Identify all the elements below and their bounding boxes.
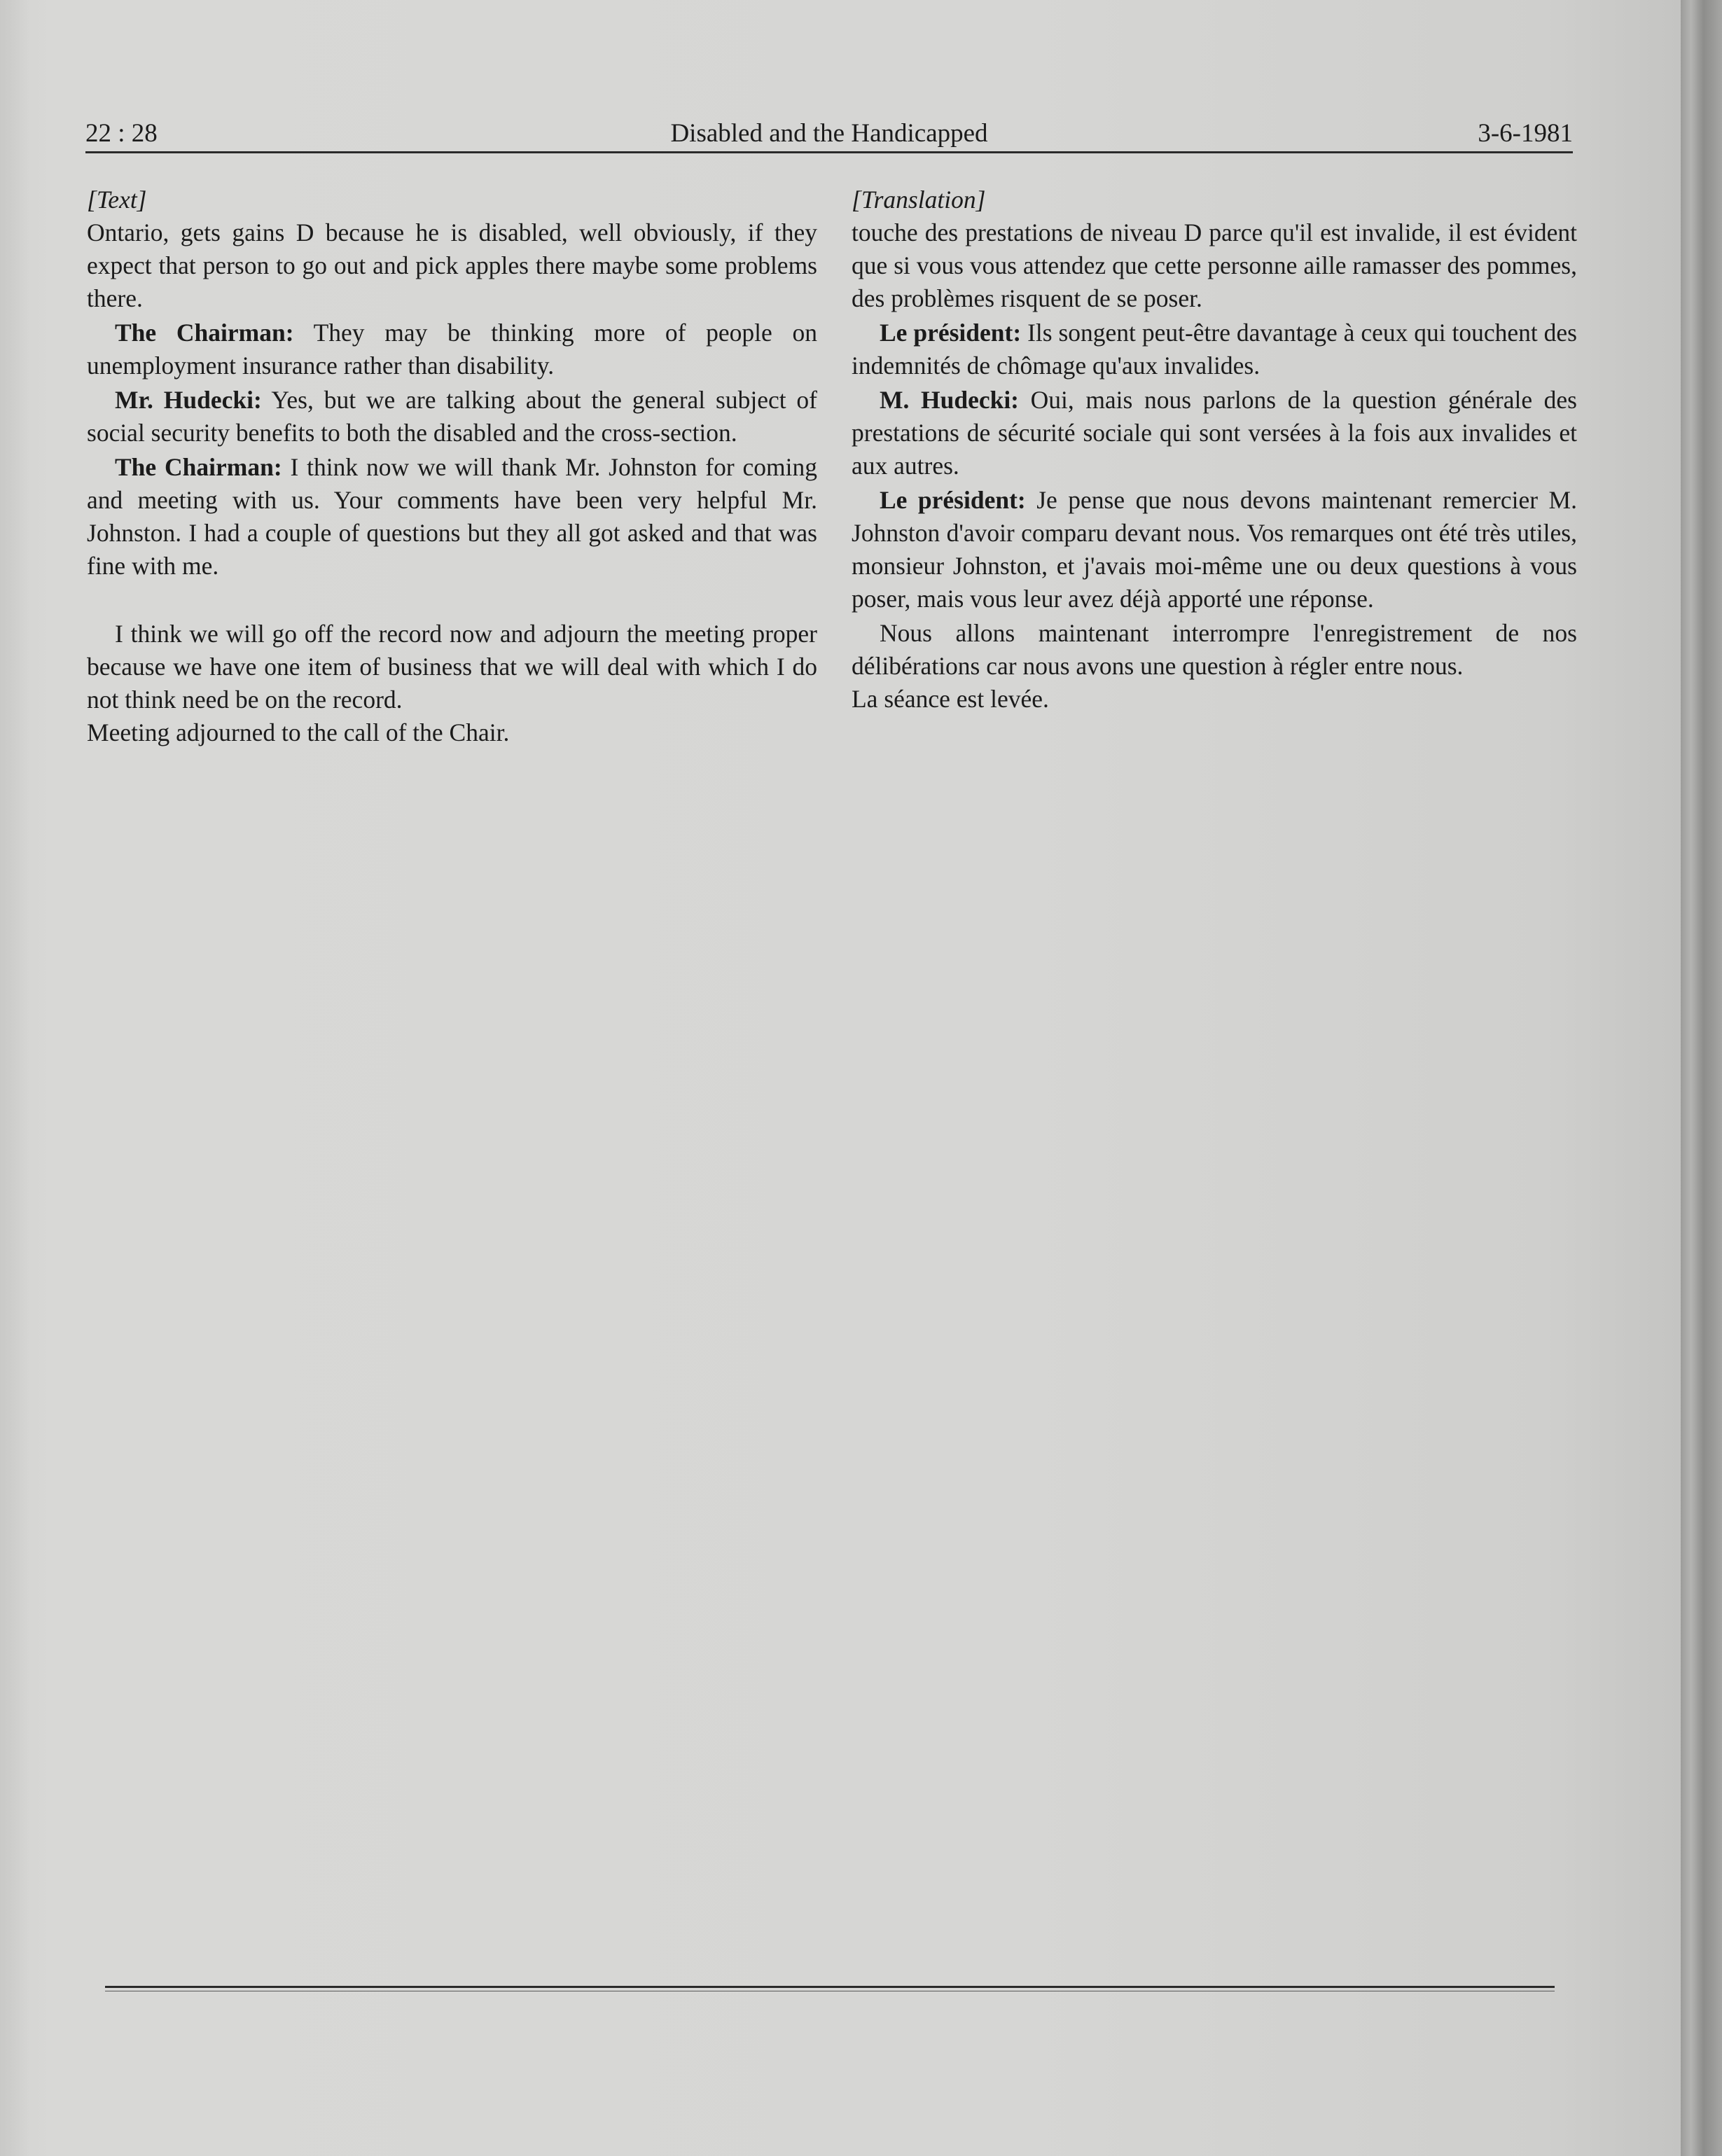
running-title: Disabled and the Handicapped bbox=[670, 119, 988, 148]
paragraph bbox=[852, 484, 1577, 615]
paragraph-text: Meeting adjourned to the call of the Chair. bbox=[87, 718, 510, 746]
paragraph bbox=[87, 716, 817, 749]
paragraph bbox=[852, 216, 1577, 315]
speaker-name: Mr. Hudecki: bbox=[115, 386, 262, 414]
speaker-name: The Chairman: bbox=[115, 453, 282, 481]
paragraph-text: Ils songent peut-être davantage à ceux qui touchent des indemnités de chômage qu'aux invalides. bbox=[852, 319, 1577, 380]
paragraph bbox=[852, 617, 1577, 683]
sitting-date: 3-6-1981 bbox=[1478, 119, 1573, 148]
french-column bbox=[852, 183, 1577, 716]
paragraph bbox=[852, 683, 1577, 716]
paragraph bbox=[87, 317, 817, 382]
paragraph-text: touche des prestations de niveau D parce qu'il est invalide, il est évident que si vous vous attendez que cette personne aille ramasser des pommes, des problèmes risquent de se poser. bbox=[852, 218, 1577, 312]
paragraph-text: I think now we will thank Mr. Johnston for coming and meeting with us. Your comments have been very helpful Mr. Johnston. I had a couple of questions but they all got asked and that was fine with me. bbox=[87, 453, 817, 580]
paragraph bbox=[87, 451, 817, 583]
column-label: [Translation] bbox=[852, 186, 986, 214]
paragraph-text: Je pense que nous devons maintenant remercier M. Johnston d'avoir comparu devant nous. Vos remarques ont été très utiles, monsieur Johnston, et j'avais moi-même une ou deux questions à vous poser, mais vous leur avez déjà apporté une réponse. bbox=[852, 486, 1577, 613]
speaker-name: Le président: bbox=[880, 486, 1026, 514]
page-shadow-edge bbox=[0, 0, 28, 2156]
paragraph-text: I think we will go off the record now and adjourn the meeting proper because we have one item of business that we will deal with which I do not think need be on the record. bbox=[87, 620, 817, 714]
speaker-name: The Chairman: bbox=[115, 319, 294, 347]
speaker-name: Le président: bbox=[880, 319, 1022, 347]
paragraph bbox=[852, 384, 1577, 482]
paragraph-text: Nous allons maintenant interrompre l'enregistrement de nos délibérations car nous avons une question à régler entre nous. bbox=[852, 619, 1577, 680]
book-spine bbox=[1681, 0, 1722, 2156]
paragraph-text: Ontario, gets gains D because he is disabled, well obviously, if they expect that person to go out and pick apples there maybe some problems there. bbox=[87, 218, 817, 312]
column-label: [Text] bbox=[87, 186, 147, 214]
footer-rule bbox=[105, 1986, 1555, 1988]
header-rule bbox=[85, 151, 1573, 153]
page-number: 22 : 28 bbox=[85, 119, 158, 148]
page-header bbox=[85, 111, 1573, 153]
paragraph bbox=[852, 317, 1577, 382]
speaker-name: M. Hudecki: bbox=[880, 386, 1020, 414]
english-column bbox=[87, 183, 817, 749]
paragraph bbox=[87, 216, 817, 315]
paragraph-text: They may be thinking more of people on unemployment insurance rather than disability. bbox=[87, 319, 817, 380]
paragraph bbox=[87, 384, 817, 450]
paragraph bbox=[87, 618, 817, 716]
paragraph-text: La séance est levée. bbox=[852, 685, 1049, 713]
paragraph-text: Yes, but we are talking about the general subject of social security benefits to both the disabled and the cross-section. bbox=[87, 386, 817, 447]
paragraph-text: Oui, mais nous parlons de la question générale des prestations de sécurité sociale qui sont versées à la fois aux invalides et aux autres. bbox=[852, 386, 1577, 480]
